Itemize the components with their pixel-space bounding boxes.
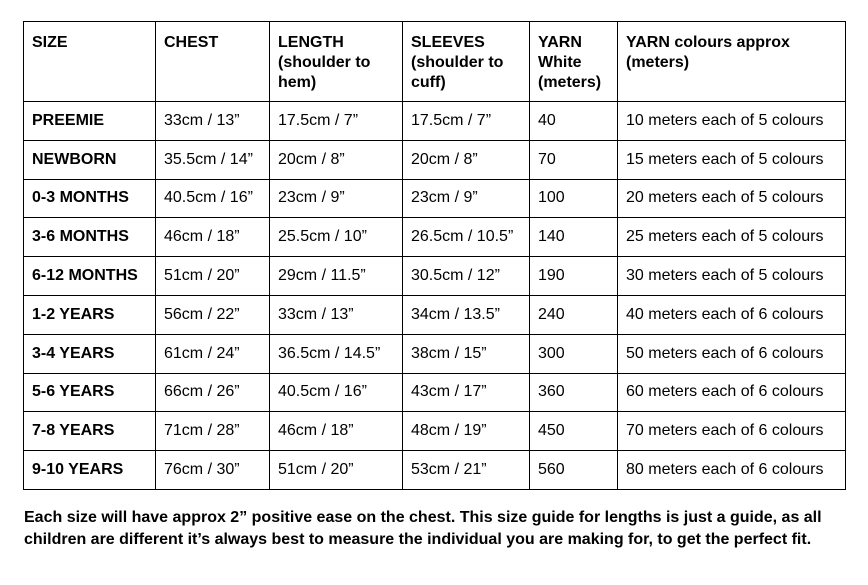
- size-guide-table: [23, 21, 846, 490]
- cell-chest: 51cm / 20”: [156, 257, 270, 296]
- cell-yarn-white: 40: [530, 102, 618, 141]
- table-row: [24, 179, 846, 218]
- cell-length: 20cm / 8”: [270, 140, 403, 179]
- cell-size: 0-3 MONTHS: [24, 179, 156, 218]
- cell-yarn-colours: 25 meters each of 5 colours: [618, 218, 846, 257]
- cell-sleeves: 30.5cm / 12”: [403, 257, 530, 296]
- cell-length: 23cm / 9”: [270, 179, 403, 218]
- cell-yarn-white: 70: [530, 140, 618, 179]
- cell-chest: 46cm / 18”: [156, 218, 270, 257]
- cell-yarn-white: 450: [530, 412, 618, 451]
- cell-yarn-white: 300: [530, 334, 618, 373]
- cell-sleeves: 43cm / 17”: [403, 373, 530, 412]
- cell-size: 3-4 YEARS: [24, 334, 156, 373]
- header-sleeves: SLEEVES (shoulder to cuff): [403, 22, 530, 102]
- cell-yarn-colours: 40 meters each of 6 colours: [618, 295, 846, 334]
- cell-sleeves: 38cm / 15”: [403, 334, 530, 373]
- header-size: SIZE: [24, 22, 156, 102]
- cell-length: 29cm / 11.5”: [270, 257, 403, 296]
- cell-chest: 56cm / 22”: [156, 295, 270, 334]
- table-row: [24, 218, 846, 257]
- cell-sleeves: 23cm / 9”: [403, 179, 530, 218]
- cell-yarn-colours: 60 meters each of 6 colours: [618, 373, 846, 412]
- cell-chest: 66cm / 26”: [156, 373, 270, 412]
- table-header-row: [24, 22, 846, 102]
- cell-sleeves: 26.5cm / 10.5”: [403, 218, 530, 257]
- cell-chest: 71cm / 28”: [156, 412, 270, 451]
- header-yarn-white: YARN White (meters): [530, 22, 618, 102]
- cell-yarn-colours: 50 meters each of 6 colours: [618, 334, 846, 373]
- cell-chest: 40.5cm / 16”: [156, 179, 270, 218]
- cell-sleeves: 48cm / 19”: [403, 412, 530, 451]
- cell-size: 3-6 MONTHS: [24, 218, 156, 257]
- cell-yarn-colours: 10 meters each of 5 colours: [618, 102, 846, 141]
- cell-yarn-colours: 80 meters each of 6 colours: [618, 451, 846, 490]
- table-row: [24, 373, 846, 412]
- cell-chest: 76cm / 30”: [156, 451, 270, 490]
- cell-size: 5-6 YEARS: [24, 373, 156, 412]
- size-guide-note: Each size will have approx 2” positive ease on the chest. This size guide for lengths is just a guide, as all children are different it’s always best to measure the individual you are making for, to get the perfect fit.: [24, 509, 822, 548]
- cell-yarn-colours: 30 meters each of 5 colours: [618, 257, 846, 296]
- cell-yarn-white: 190: [530, 257, 618, 296]
- cell-yarn-white: 140: [530, 218, 618, 257]
- cell-length: 33cm / 13”: [270, 295, 403, 334]
- cell-yarn-white: 560: [530, 451, 618, 490]
- cell-length: 51cm / 20”: [270, 451, 403, 490]
- table-row: [24, 334, 846, 373]
- cell-size: 6-12 MONTHS: [24, 257, 156, 296]
- cell-sleeves: 17.5cm / 7”: [403, 102, 530, 141]
- table-row: [24, 412, 846, 451]
- cell-length: 40.5cm / 16”: [270, 373, 403, 412]
- cell-size: PREEMIE: [24, 102, 156, 141]
- cell-sleeves: 34cm / 13.5”: [403, 295, 530, 334]
- cell-yarn-colours: 70 meters each of 6 colours: [618, 412, 846, 451]
- cell-yarn-white: 360: [530, 373, 618, 412]
- header-length: LENGTH (shoulder to hem): [270, 22, 403, 102]
- cell-yarn-white: 100: [530, 179, 618, 218]
- table-row: [24, 140, 846, 179]
- cell-yarn-colours: 15 meters each of 5 colours: [618, 140, 846, 179]
- cell-yarn-colours: 20 meters each of 5 colours: [618, 179, 846, 218]
- table-row: [24, 257, 846, 296]
- cell-size: 7-8 YEARS: [24, 412, 156, 451]
- header-chest: CHEST: [156, 22, 270, 102]
- cell-sleeves: 20cm / 8”: [403, 140, 530, 179]
- cell-length: 17.5cm / 7”: [270, 102, 403, 141]
- cell-length: 25.5cm / 10”: [270, 218, 403, 257]
- cell-chest: 33cm / 13”: [156, 102, 270, 141]
- table-row: [24, 102, 846, 141]
- cell-sleeves: 53cm / 21”: [403, 451, 530, 490]
- table-row: [24, 295, 846, 334]
- cell-length: 46cm / 18”: [270, 412, 403, 451]
- header-yarn-colours: YARN colours approx (meters): [618, 22, 846, 102]
- cell-chest: 61cm / 24”: [156, 334, 270, 373]
- cell-size: 1-2 YEARS: [24, 295, 156, 334]
- cell-size: 9-10 YEARS: [24, 451, 156, 490]
- cell-size: NEWBORN: [24, 140, 156, 179]
- cell-yarn-white: 240: [530, 295, 618, 334]
- cell-length: 36.5cm / 14.5”: [270, 334, 403, 373]
- cell-chest: 35.5cm / 14”: [156, 140, 270, 179]
- table-row: [24, 451, 846, 490]
- table-body: [24, 102, 846, 490]
